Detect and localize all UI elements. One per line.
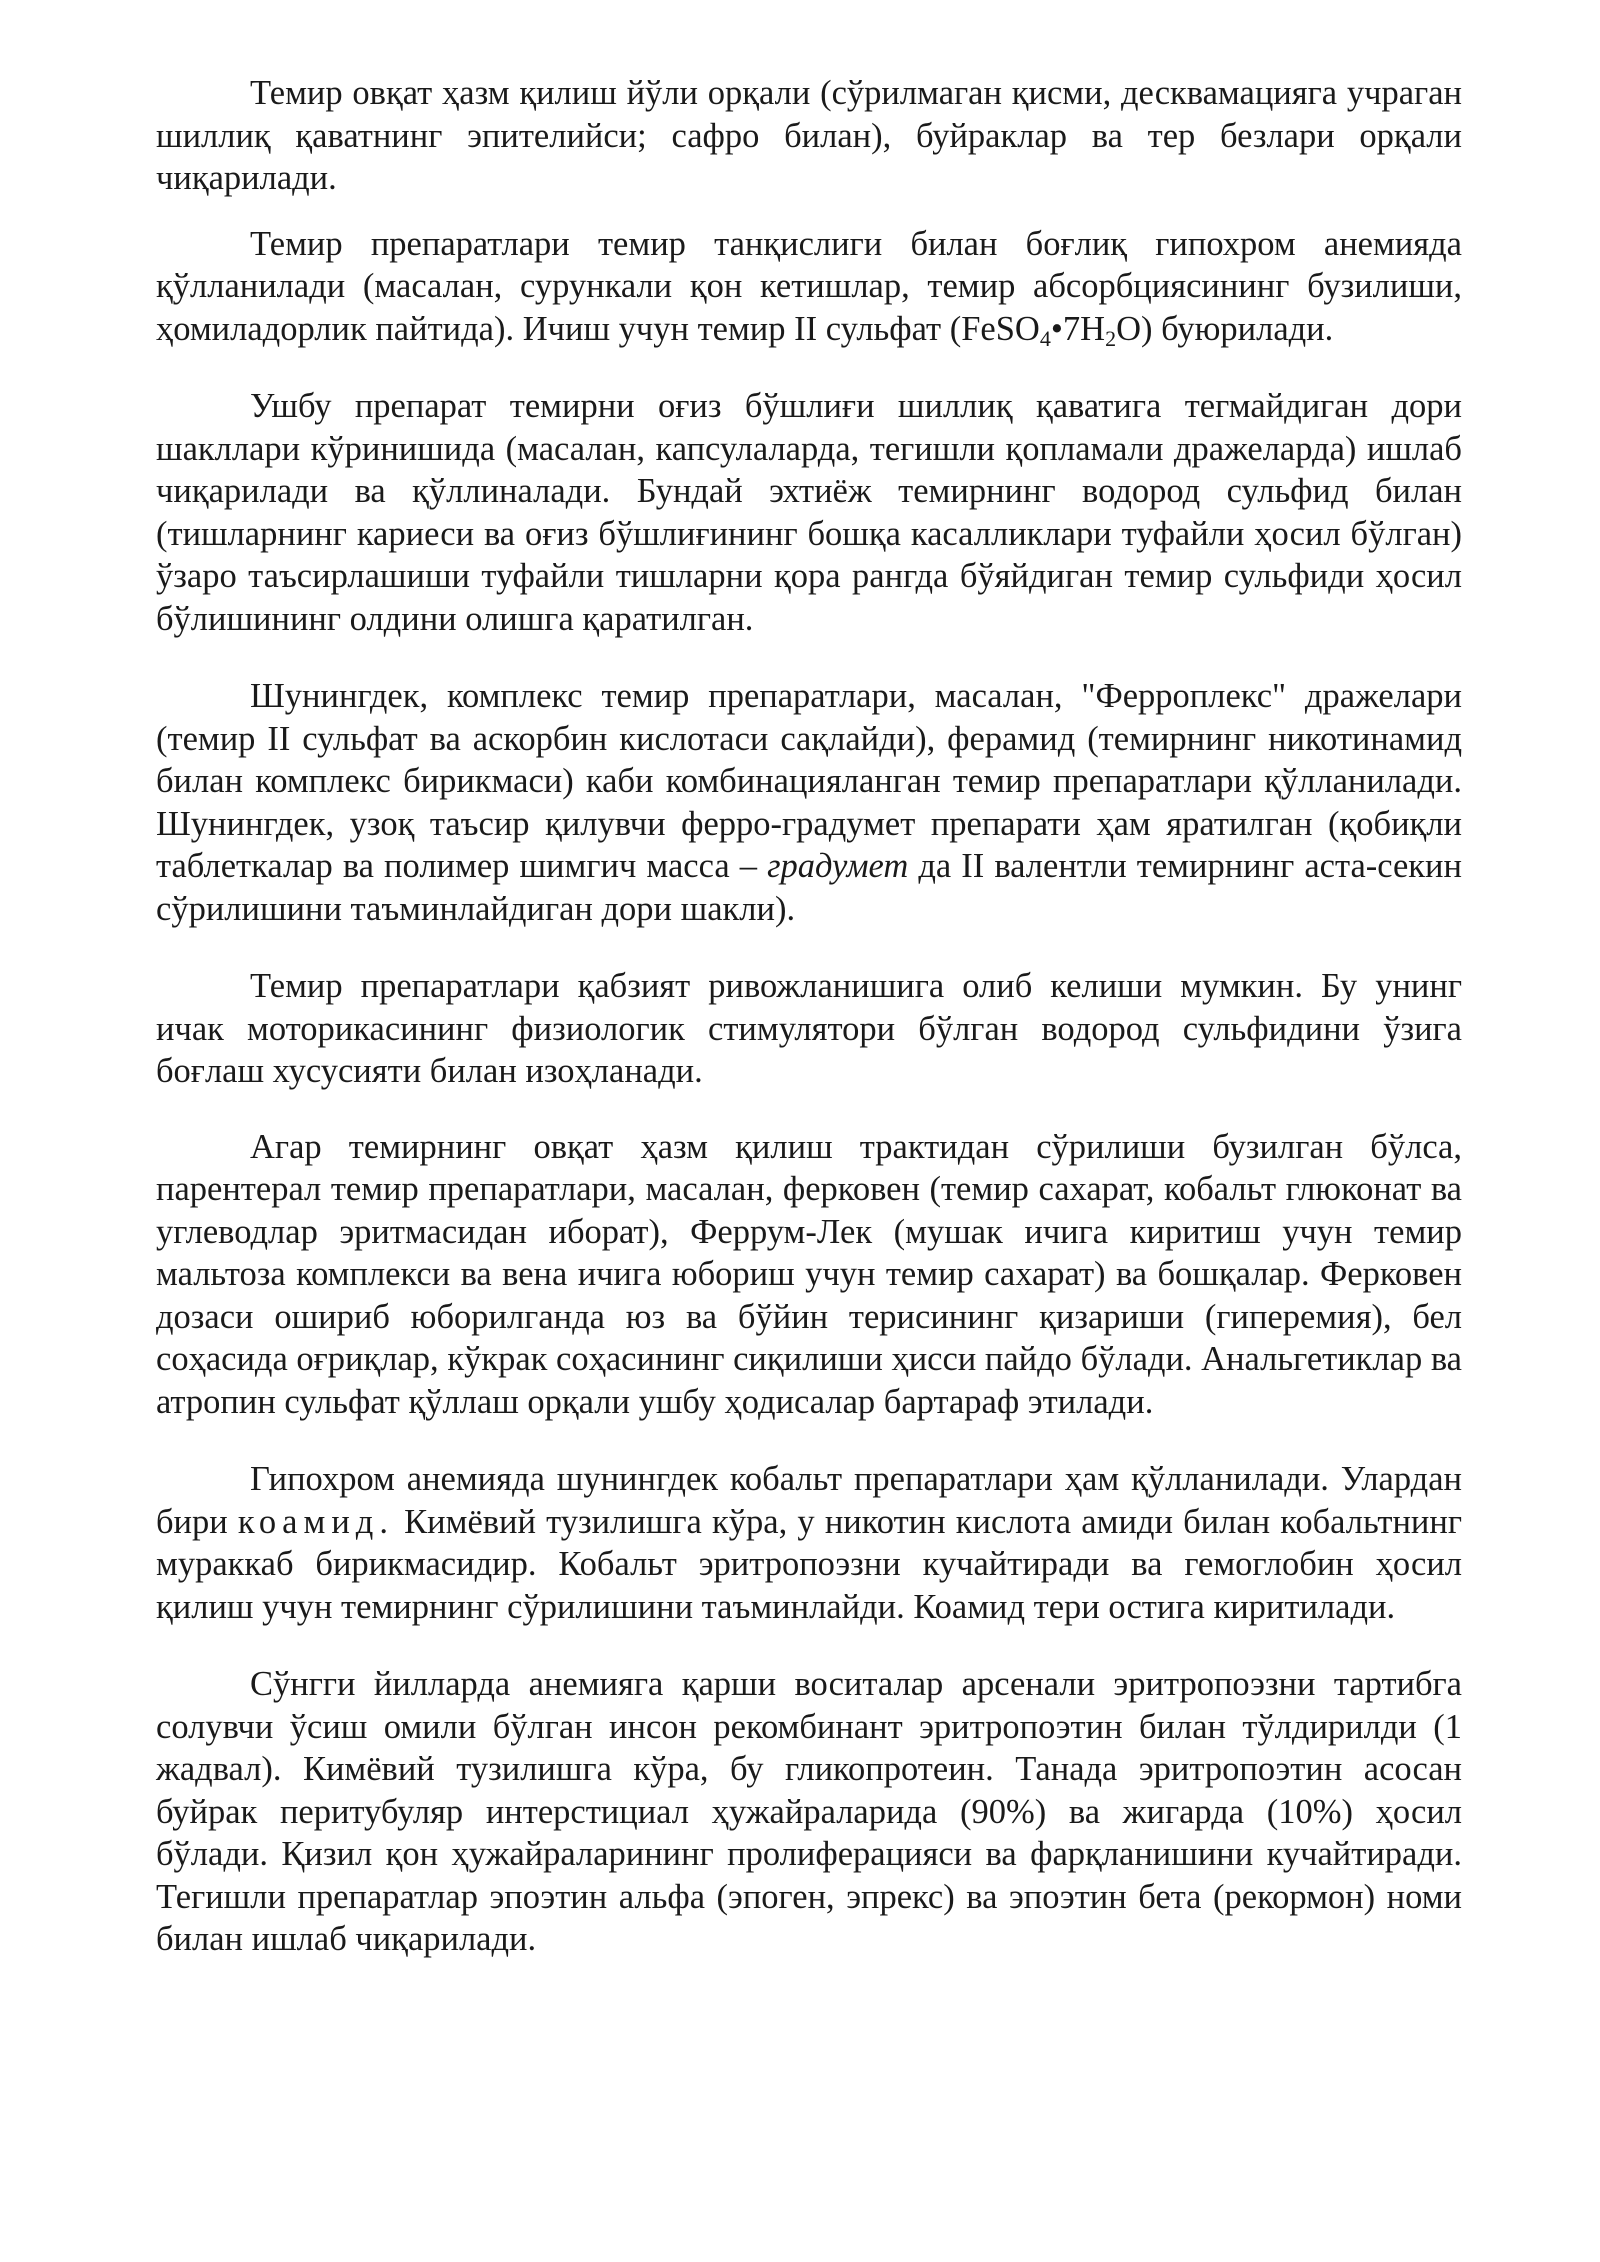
text-segment: Темир препаратлари темир танқислиги билан боғлиқ гипохром анемияда қўлланилади (масалан, сурункали қон кетишлар, темир абсорбциясининг бузилиши, ҳомиладорлик пайтида). Ичиш учун темир II сульфат (FeSO	[156, 224, 1462, 348]
paragraph-constipation: Темир препаратлари қабзият ривожланишига олиб келиши мумкин. Бу унинг ичак моторикасининг физиологик стимулятори бўлган водород сульфидини ўзига боғлаш хусусияти билан изоҳланади.	[156, 967, 1462, 1090]
subscript-4: 4	[1039, 325, 1051, 351]
paragraph-parenteral-iron: Агар темирнинг овқат ҳазм қилиш трактидан сўрилиши бузилган бўлса, парентерал темир препаратлари, масалан, ферковен (темир сахарат, кобальт глюконат ва углеводлар эритмасидан иборат), Феррум-Лек (мушак ичига киритиш учун темир мальтоза комплекси ва вена ичига юбориш учун темир сахарат) ва бошқалар. Ферковен дозаси ошириб юборилганда юз ва бўйин терисининг қизариши (гиперемия), бел соҳасида оғриқлар, кўкрак соҳасининг сиқилиши ҳисси пайдо бўлади. Анальгетиклар ва атропин сульфат қўллаш орқали ушбу ҳодисалар бартараф этилади.	[156, 1127, 1462, 1421]
text-segment: Гипохром анемияда шунингдек кобальт препаратлари ҳам қўлланилади. Улардан бири	[156, 1460, 1462, 1541]
paragraph-cobalt-preparations	[156, 1458, 1462, 1628]
paragraph-dosage-forms: Ушбу препарат темирни оғиз бўшлиғи шиллиқ қаватига тегмайдиган дори шакллари кўринишида (масалан, капсулаларда, тегишли қопламали дражеларда) ишлаб чиқарилади ва қўллиналади. Бундай эхтиёж темирнинг водород сульфид билан (тишларнинг кариеси ва оғиз бўшлиғининг бошқа касалликлари туфайли ҳосил бўлган) ўзаро таъсирлашиши туфайли тишларни қора рангда бўяйдиган темир сульфиди ҳосил бўлишининг олдини олишга қаратилган.	[156, 387, 1462, 638]
text-segment: •7H	[1050, 309, 1106, 348]
paragraph-iron-excretion: Темир овқат ҳазм қилиш йўли орқали (сўрилмаган қисми, десквамацияга учраган шиллиқ қаватнинг эпителийси; сафро билан), буйраклар ва тер безлари орқали чиқарилади.	[156, 74, 1462, 197]
italic-term: градумет	[767, 847, 909, 885]
text-segment: Шунингдек, комплекс темир препаратлари, масалан, "Ферроплекс" дражелари (темир II сульфат ва аскорбин кислотаси сақлайди), ферамид (темирнинг никотинамид билан комплекс бирикмаси) каби комбинацияланган темир препаратлари қўлланилади. Шунингдек, узоқ таъсир қилувчи ферро-градумет препарати ҳам яратилган (қобиқли таблеткалар ва полимер шимгич масса –	[156, 677, 1462, 885]
paragraph-iron-preparations-usage	[156, 223, 1462, 351]
subscript-2: 2	[1105, 325, 1117, 351]
text-segment: Кимёвий тузилишга кўра, у никотин кислота амиди билан кобальтнинг мураккаб бирикмасидир. Кобальт эритропоэзни кучайтиради ва гемоглобин ҳосил қилиш учун темирнинг сўрилишини таъминлайди. Коамид тери остига киритилади.	[156, 1502, 1462, 1626]
spaced-term: коамид.	[237, 1502, 394, 1541]
text-segment: да II валентли темирнинг аста-секин сўрилишини таъминлайдиган дори шакли).	[156, 847, 1462, 928]
text-segment: O) буюрилади.	[1116, 309, 1334, 348]
paragraph-erythropoietin: Сўнгги йилларда анемияга қарши воситалар арсенали эритропоэзни тартибга солувчи ўсиш омили бўлган инсон рекомбинант эритропоэтин билан тўлдирилди (1 жадвал). Кимёвий тузилишга кўра, бу гликопротеин. Танада эритропоэтин асосан буйрак перитубуляр интерстициал ҳужайраларида (90%) ва жигарда (10%) ҳосил бўлади. Қизил қон ҳужайраларининг пролиферацияси ва фарқланишини кучайтиради. Тегишли препаратлар эпоэтин альфа (эпоген, эпрекс) ва эпоэтин бета (рекормон) номи билан ишлаб чиқарилади.	[156, 1665, 1462, 1958]
paragraph-complex-iron-preparations	[156, 675, 1462, 930]
